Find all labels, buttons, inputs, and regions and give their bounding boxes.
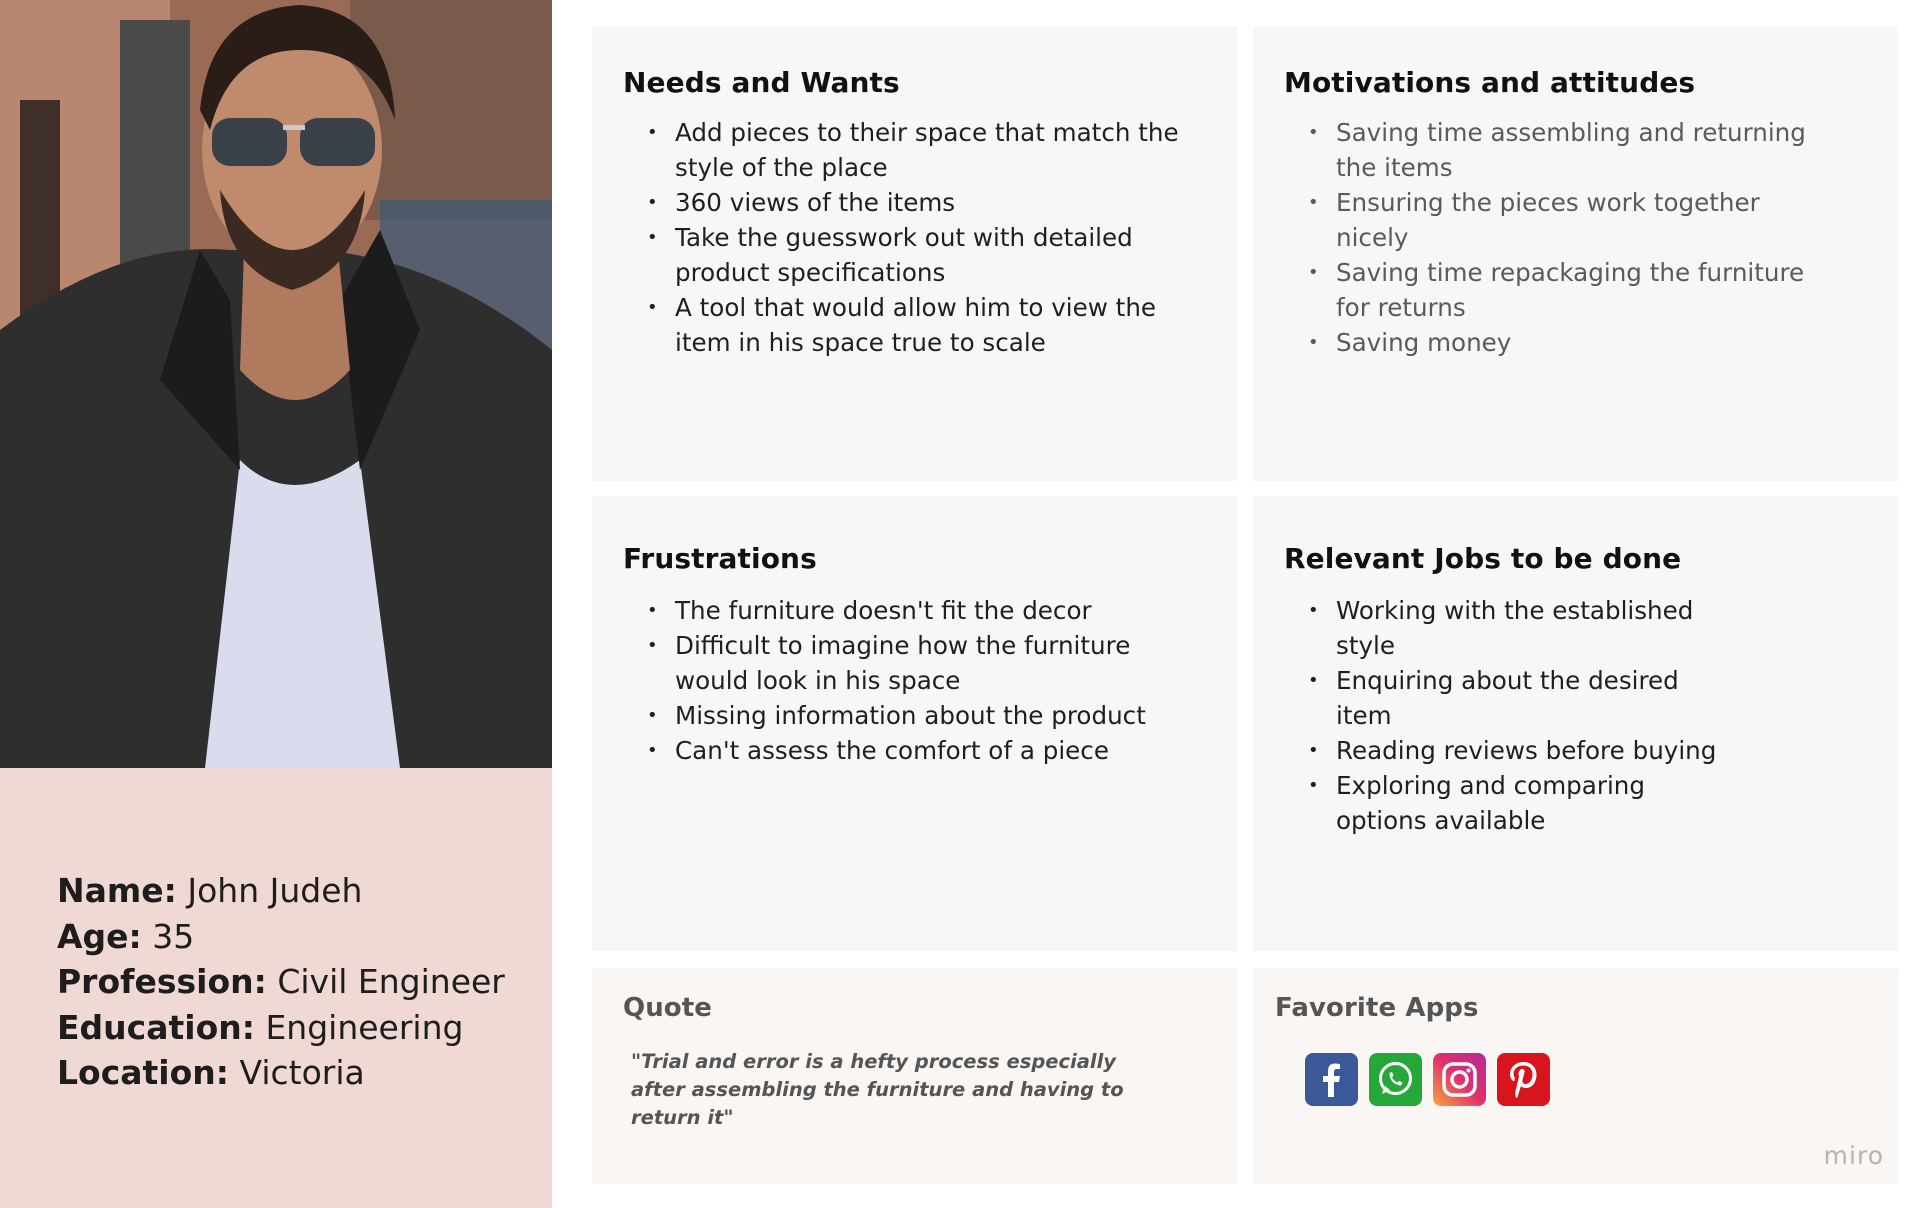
frustrations-card bbox=[592, 496, 1237, 951]
location-value: Victoria bbox=[239, 1053, 365, 1092]
list-item: • Saving time assembling and returning the items bbox=[1284, 115, 1819, 185]
list-item: • Saving time repackaging the furniture for returns bbox=[1284, 255, 1819, 325]
quote-text: "Trial and error is a hefty process especially after assembling the furniture and having to return it" bbox=[631, 1050, 1124, 1129]
list-item: • A tool that would allow him to view the item in his space true to scale bbox=[623, 290, 1203, 360]
list-item: • Working with the established style bbox=[1284, 593, 1734, 663]
list-item: • Can't assess the comfort of a piece bbox=[623, 733, 1183, 768]
list-item: • Take the guesswork out with detailed product specifications bbox=[623, 220, 1203, 290]
name-value: John Judeh bbox=[187, 871, 363, 910]
persona-details bbox=[57, 868, 505, 1096]
education-value: Engineering bbox=[265, 1007, 464, 1047]
persona-profession-row bbox=[57, 959, 505, 1005]
jobs-title: Relevant Jobs to be done bbox=[1284, 542, 1682, 575]
persona-education-row bbox=[57, 1005, 505, 1051]
needs-title: Needs and Wants bbox=[623, 66, 900, 99]
motivations-card bbox=[1253, 26, 1898, 481]
quote-title: Quote bbox=[623, 993, 713, 1023]
jobs-list bbox=[1284, 593, 1734, 838]
instagram-icon[interactable] bbox=[1433, 1053, 1486, 1106]
list-item: • Ensuring the pieces work together nicely bbox=[1284, 185, 1819, 255]
persona-info-panel bbox=[0, 768, 552, 1208]
facebook-icon[interactable] bbox=[1305, 1053, 1358, 1106]
miro-watermark: miro bbox=[1823, 1141, 1884, 1170]
quote-card bbox=[592, 968, 1237, 1184]
frustrations-list bbox=[623, 593, 1183, 768]
motivations-title: Motivations and attitudes bbox=[1284, 66, 1696, 99]
list-item: • Difficult to imagine how the furniture would look in his space bbox=[623, 628, 1183, 698]
profession-label: Profession: bbox=[57, 962, 267, 1001]
app-icons-row bbox=[1305, 1053, 1550, 1106]
list-item: • Missing information about the product bbox=[623, 698, 1183, 733]
persona-name-row bbox=[57, 868, 505, 914]
persona-photo bbox=[0, 0, 552, 768]
name-label: Name: bbox=[57, 871, 177, 910]
list-item: • Exploring and comparing options available bbox=[1284, 768, 1734, 838]
location-label: Location: bbox=[57, 1053, 229, 1092]
jobs-card bbox=[1253, 496, 1898, 951]
age-label: Age: bbox=[57, 916, 142, 956]
needs-list bbox=[623, 115, 1203, 360]
list-item: • Enquiring about the desired item bbox=[1284, 663, 1734, 733]
list-item: • Saving money bbox=[1284, 325, 1819, 360]
apps-title: Favorite Apps bbox=[1275, 993, 1479, 1023]
motivations-list bbox=[1284, 115, 1819, 360]
profession-value: Civil Engineer bbox=[277, 962, 505, 1001]
apps-card bbox=[1253, 968, 1898, 1184]
whatsapp-icon[interactable] bbox=[1369, 1053, 1422, 1106]
pinterest-icon[interactable] bbox=[1497, 1053, 1550, 1106]
persona-location-row bbox=[57, 1050, 505, 1096]
list-item: • The furniture doesn't fit the decor bbox=[623, 593, 1183, 628]
persona-photo-illustration bbox=[0, 0, 552, 768]
needs-card bbox=[592, 26, 1237, 481]
frustrations-title: Frustrations bbox=[623, 542, 817, 575]
education-label: Education: bbox=[57, 1007, 255, 1047]
list-item: • 360 views of the items bbox=[623, 185, 1203, 220]
persona-age-row bbox=[57, 914, 505, 960]
list-item: • Add pieces to their space that match the style of the place bbox=[623, 115, 1203, 185]
age-value: 35 bbox=[152, 916, 195, 956]
list-item: • Reading reviews before buying bbox=[1284, 733, 1734, 768]
